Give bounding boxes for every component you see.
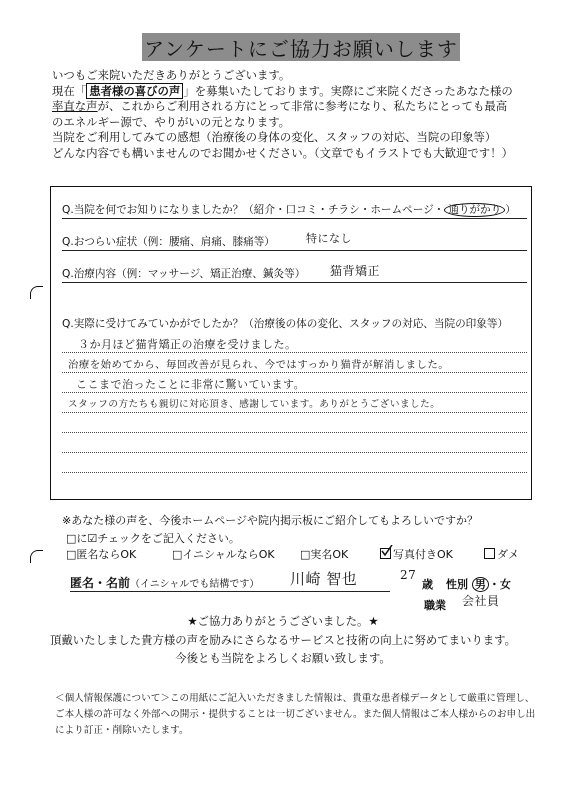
q3-underline <box>62 282 527 283</box>
q1-circled-answer: 通りがかり <box>444 203 505 217</box>
name-underline <box>70 591 390 592</box>
answer-line <box>62 392 527 393</box>
name-label: 匿名・名前 <box>70 576 131 590</box>
privacy-line-3: により訂正・削除いたします。 <box>55 725 189 736</box>
gender-male-circled: 男 <box>472 577 489 592</box>
age-label: 歳 <box>422 578 433 591</box>
option-with-photo-label: 写真付きOK <box>393 548 453 561</box>
q4-answer-line-2: 治療を始めてから、毎回改善が見られ、今ではすっかり猫背が解消しました。 <box>68 359 450 371</box>
closing-thanks: ★ご協力ありがとうございました。★ <box>187 614 379 628</box>
intro-line-4: のエネルギー源で、やりがいの元となります。 <box>52 114 291 129</box>
name-note: （イニシャルでも結構です） <box>130 579 260 590</box>
closing-line-1: 頂戴いたしました貴方様の声を励みにさらなるサービスと技術の向上に努めてまいります。 <box>49 633 517 647</box>
q1-label: Q.当院を何でお知りになりましたか？（紹介・口コミ・チラシ・ホームページ・ <box>62 204 445 216</box>
intro-text <box>52 68 557 162</box>
gender-label: 性別 <box>446 578 468 591</box>
consent-question: ※あなた様の声を、今後ホームページや院内掲示板にご紹介してもよろしいですか？ <box>62 514 478 527</box>
age-handwritten: 27 <box>400 568 417 582</box>
question-treatment: Q.治療内容（例：マッサージ、矯正治療、鍼灸等） <box>62 268 306 280</box>
checked-box-icon <box>380 548 391 559</box>
question-how-found <box>62 202 516 217</box>
answer-line <box>62 412 527 413</box>
intro-line-2-pre: 現在「 <box>52 83 87 98</box>
binder-mark <box>30 286 43 299</box>
underlined-honest-voice: 率直な声 <box>52 99 98 114</box>
answer-line <box>62 432 527 433</box>
q1-underline <box>62 218 527 219</box>
binder-mark <box>30 550 43 563</box>
q4-answer-line-1: ３か月ほど猫背矯正の治療を受けました。 <box>78 338 297 351</box>
question-symptoms: Q.おつらい症状（例：腰痛、肩痛、膝痛等） <box>62 236 275 248</box>
survey-title: アンケートにご協力お願いします <box>144 36 458 61</box>
q4-answer-line-4: スタッフの方たちも親切に対応頂き、感謝しています。ありがとうございました。 <box>68 399 441 410</box>
gender-female: 女 <box>499 578 511 591</box>
q1-end: ） <box>505 204 516 216</box>
gender-separator: ・ <box>488 578 500 591</box>
intro-line-3-post: が、これからご利用される方にとって非常に参考になり、私たちにとっても最高 <box>97 99 508 114</box>
option-no[interactable] <box>484 546 519 562</box>
q2-underline <box>62 250 527 251</box>
intro-line-3 <box>52 99 557 115</box>
job-handwritten: 会社員 <box>462 594 500 608</box>
q3-handwritten-answer: 猫背矯正 <box>330 264 381 278</box>
intro-line-5: 当院をご利用してみての感想（治療後の身体の変化、スタッフの対応、当院の印象等） <box>52 130 497 145</box>
answer-line <box>62 472 527 473</box>
privacy-line-2: ご本人様の許可なく外部への開示・提供することは一切ございません。また個人情報はご本人様からのお申し出 <box>55 709 536 720</box>
privacy-line-1: ＜個人情報保護について＞この用紙にご記入いただきました情報は、貴重な患者様データとして厳重に管理し、 <box>55 693 535 704</box>
option-anonymous[interactable]: □匿名ならOK <box>66 548 137 561</box>
survey-title-banner <box>142 33 460 61</box>
intro-line-6: どんな内容でも構いませんのでお聞かせください。（文章でもイラストでも大歓迎です！） <box>52 145 513 160</box>
option-no-label: ダメ <box>497 548 519 561</box>
checkbox-icon <box>484 548 495 559</box>
q2-handwritten-answer: 特になし <box>306 232 352 245</box>
intro-line-2 <box>52 84 557 100</box>
answer-line <box>62 452 527 453</box>
consent-instruction: □に☑チェックをご記入ください。 <box>66 532 240 545</box>
option-real-name[interactable]: □実名OK <box>300 548 349 561</box>
name-handwritten: 川崎 智也 <box>290 570 358 588</box>
privacy-notice <box>55 691 540 739</box>
name-field-label <box>70 574 259 591</box>
q4-answer-line-3: ここまで治ったことに非常に驚いています。 <box>76 378 306 391</box>
highlight-voice: 患者様の喜びの声 <box>86 83 183 99</box>
gender-field <box>446 576 511 592</box>
intro-greeting: いつもご来院いただきありがとうございます。 <box>52 68 291 82</box>
answer-line <box>62 352 527 353</box>
option-with-photo[interactable] <box>380 546 453 562</box>
answer-line <box>62 372 527 373</box>
option-initials[interactable]: □イニシャルならOK <box>172 548 275 561</box>
intro-line-2-post: 」を募集いたしております。実際にご来院くださったあなた様の <box>183 83 513 98</box>
job-label: 職業 <box>424 599 446 612</box>
question-experience: Q.実際に受けてみていかがでしたか？（治療後の体の変化、スタッフの対応、当院の印象等） <box>62 318 509 330</box>
closing-line-2: 今後とも当院をよろしくお願い致します。 <box>175 651 391 665</box>
